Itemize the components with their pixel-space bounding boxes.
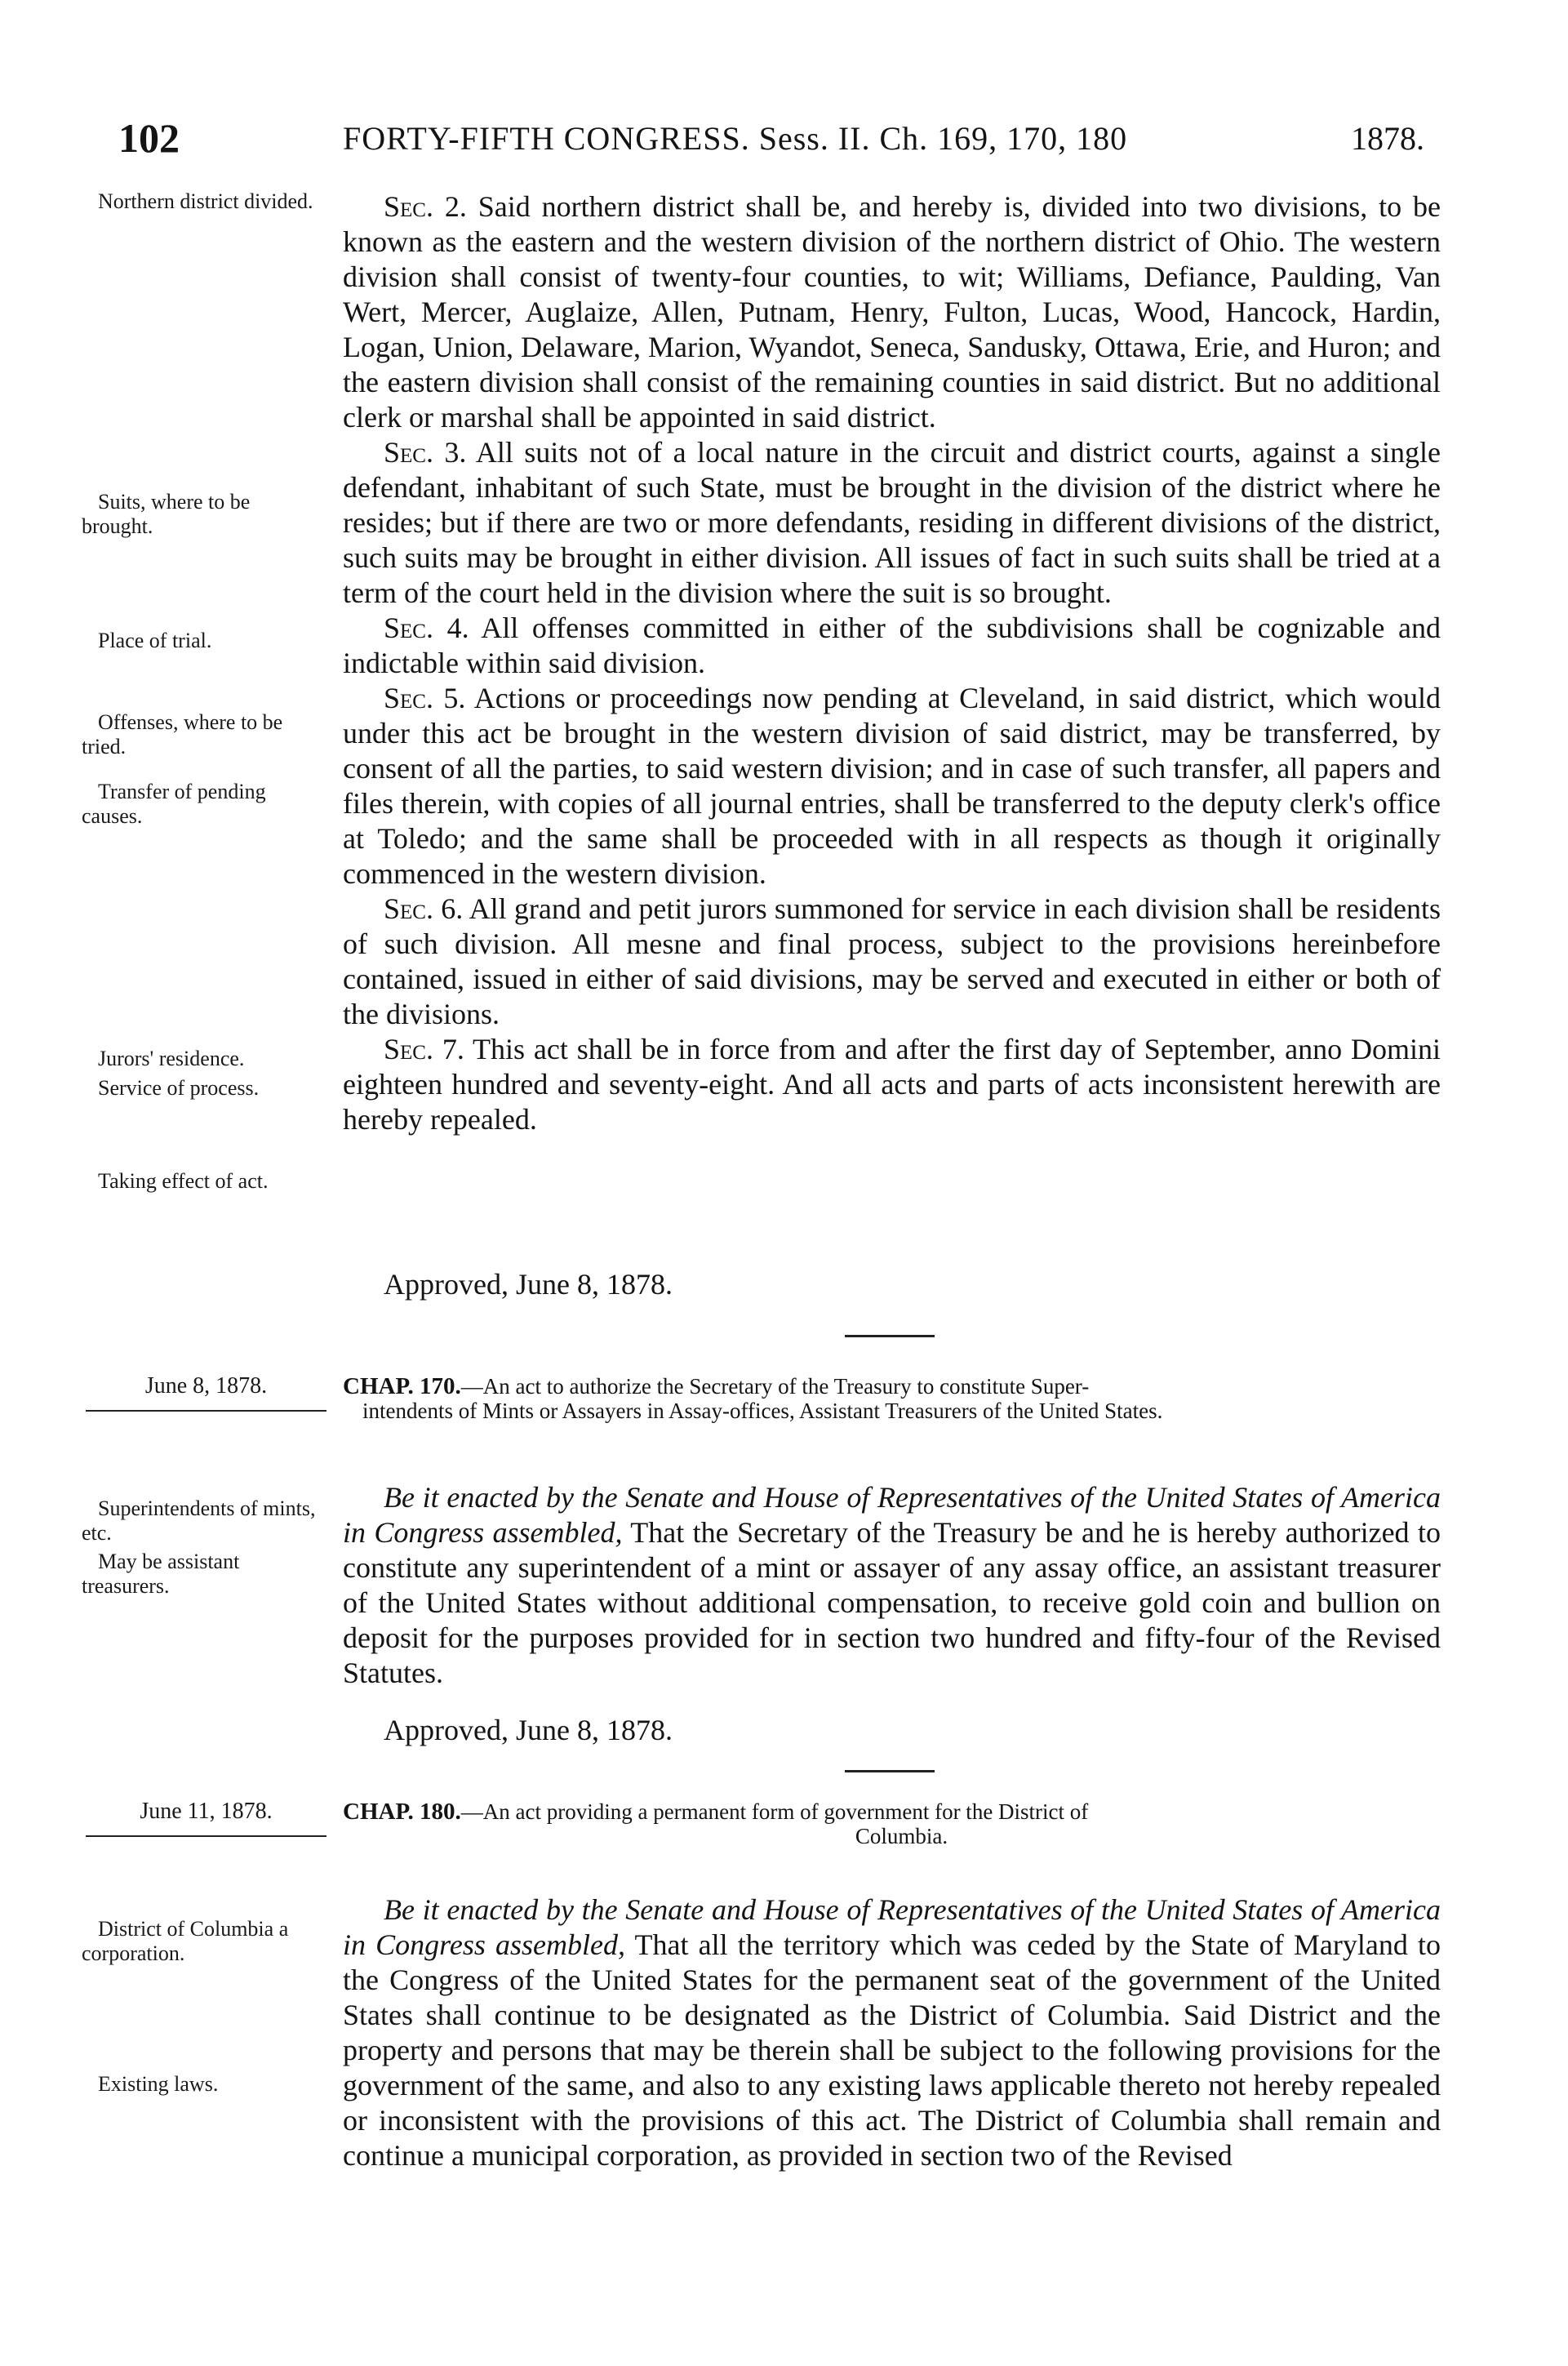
chap170-title [343,1374,1441,1423]
margin-note-offenses-where: Offenses, where to be tried. [82,710,283,758]
chap170-title-cont: intendents of Mints or Assayers in Assay-offices, Assistant Treasurers of the United States. [362,1399,1163,1423]
chap170-enacting-paragraph [343,1480,1441,1691]
margin-note-jurors-residence: Jurors' residence. [98,1047,245,1070]
section-divider-rule [845,1335,935,1337]
margin-note-taking-effect: Taking effect of act. [98,1169,269,1193]
margin-note-assistant-treasurers: May be assistant treasurers. [82,1550,240,1598]
section-5-text: Actions or proceedings now pending at Cleveland, in said district, which would under this act be brought in the western division of said district, may be transferred, by consent of all the parties, to said western division; and in case of such transfer, all papers and files therein, with copies of all journal entries, shall be transferred to the deputy clerk's office at Toledo; and the same shall be proceeded with in all respects as though it originally commenced in the western division. [343,682,1441,890]
section-4 [343,611,1441,681]
chap170-enacting-clause: Be it enacted by the Senate and House of Representatives of the United States of America in Congress assembled, [343,1481,1441,1549]
margin-note-district-corporation: District of Columbia a corporation. [82,1917,289,1965]
chap180-enacting-paragraph [343,1892,1441,2173]
section-5 [343,681,1441,892]
section-6 [343,892,1441,1032]
section-4-text: All offenses committed in either of the subdivisions shall be cognizable and indictable within said division. [343,612,1441,679]
chap180-label: CHAP. 180. [343,1799,461,1825]
running-year: 1878. [1351,120,1424,157]
section-6-label: Sec. 6. [384,892,464,925]
chap180-body: That all the territory which was ceded by the State of Maryland to the Congress of the United States for the permanent seat of the government of the United States shall continue to be designated as the District of Columbia. Said District and the property and persons that may be therein shall be subject to the following provisions for the government of the same, and also to any existing laws applicable thereto not hereby repealed or inconsistent with the provisions of this act. The District of Columbia shall remain and continue a municipal corporation, as provided in section two of the Revised [343,1928,1441,2172]
running-title: FORTY-FIFTH CONGRESS. Sess. II. Ch. 169, 170, 180 [343,120,1128,157]
approved-chap170: Approved, June 8, 1878. [384,1714,673,1746]
margin-date-chap180: June 11, 1878. [86,1799,326,1837]
chap170-label: CHAP. 170. [343,1373,461,1399]
statute-body-chap170 [343,1480,1441,1691]
margin-note-northern-district: Northern district divided. [98,189,313,213]
statute-body-chap169 [343,189,1441,1137]
section-7-text: This act shall be in force from and after the first day of September, anno Domini eighteen hundred and seventy-eight. And all acts and parts of acts inconsistent herewith are hereby repealed. [343,1033,1441,1136]
margin-note-transfer-causes: Transfer of pending causes. [82,780,266,828]
section-7 [343,1032,1441,1137]
section-3 [343,435,1441,611]
margin-note-suits-where: Suits, where to be brought. [82,490,251,538]
approved-chap169: Approved, June 8, 1878. [384,1268,673,1301]
section-5-label: Sec. 5. [384,682,466,714]
section-3-label: Sec. 3. [384,436,467,469]
chap180-title-cont: Columbia. [855,1824,948,1848]
section-divider-rule-2 [845,1770,935,1772]
margin-note-place-of-trial: Place of trial. [98,629,212,652]
margin-note-superintendents: Superintendents of mints, etc. [82,1497,316,1545]
page-number: 102 [118,115,180,161]
chap180-enacting-clause: Be it enacted by the Senate and House of Representatives of the United States of America in Congress assembled, [343,1893,1441,1961]
section-4-label: Sec. 4. [384,612,469,644]
chap170-title-first: —An act to authorize the Secretary of the Treasury to constitute Super- [460,1374,1090,1399]
section-3-text: All suits not of a local nature in the circuit and district courts, against a single defendant, inhabitant of such State, must be brought in the division of the district where he resides; but if there are two or more defendants, residing in different divisions of the district, such suits may be brought in either division. All issues of fact in such suits shall be tried at a term of the court held in the division where the suit is so brought. [343,436,1441,609]
chap180-title-first: —An act providing a permanent form of government for the District of [460,1799,1089,1824]
section-6-text: All grand and petit jurors summoned for service in each division shall be residents of such division. All mesne and final process, subject to the provisions hereinbefore contained, issued in either of said divisions, may be served and executed in either or both of the divisions. [343,892,1441,1030]
margin-note-service-process: Service of process. [98,1076,260,1100]
chap180-title [343,1799,1441,1848]
section-7-label: Sec. 7. [384,1033,464,1065]
chap170-body: That the Secretary of the Treasury be and he is hereby authorized to constitute any superintendent of a mint or assayer of any assay office, an assistant treasurer of the United States without additional compensation, to receive gold coin and bullion on deposit for the purposes provided for in section two hundred and fifty-four of the Revised Statutes. [343,1516,1441,1689]
statute-body-chap180 [343,1892,1441,2173]
section-2-text: Said northern district shall be, and hereby is, divided into two divisions, to be known as the eastern and the western division of the northern district of Ohio. The western division shall consist of twenty-four counties, to wit; Williams, Defiance, Paulding, Van Wert, Mercer, Auglaize, Allen, Putnam, Henry, Fulton, Lucas, Wood, Hancock, Hardin, Logan, Union, Delaware, Marion, Wyandot, Seneca, Sandusky, Ottawa, Erie, and Huron; and the eastern division shall consist of the remaining counties in said district. But no additional clerk or marshal shall be appointed in said district. [343,190,1441,434]
running-head [118,114,1424,171]
section-2-label: Sec. 2. [384,190,467,223]
margin-note-existing-laws: Existing laws. [98,2072,219,2096]
section-2 [343,189,1441,435]
margin-date-chap170: June 8, 1878. [86,1374,326,1412]
